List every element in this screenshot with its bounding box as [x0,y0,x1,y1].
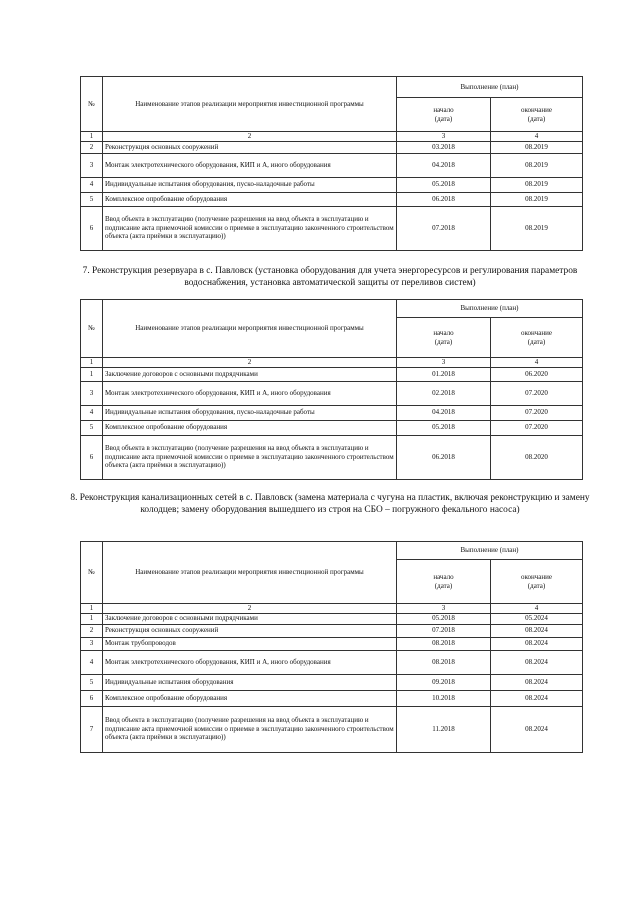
row-name: Заключение договоров с основными подрядчиками [103,367,397,381]
row-name: Комплексное опробование оборудования [103,690,397,706]
row-name: Ввод объекта в эксплуатацию (получение разрешения на ввод объекта в эксплуатацию и подписание акта приемочной комиссии о приемке в эксплуатацию законченного строительством объекта (акта приёмки в эксплуатацию)) [103,435,397,479]
row-end: 08.2024 [491,674,583,690]
row-end: 08.2024 [491,690,583,706]
row-start: 10.2018 [397,690,491,706]
header-end: окончание (дата) [491,560,583,604]
section-heading-8: 8. Реконструкция канализационных сетей в с. Павловск (замена материала с чугуна на пластик, включая реконструкцию и замену колодцев; замену оборудования вышедшего из строя на СБО – погружного фекального насоса) [70,493,590,516]
row-name: Монтаж электротехнического оборудования, КИП и А, иного оборудования [103,381,397,405]
row-end: 08.2019 [491,206,583,250]
section-heading-7: 7. Реконструкция резервуара в с. Павловск (установка оборудования для учета энергоресурсов и регулирования параметров водоснабжения, установка автоматической защиты от переливов систем) [82,266,578,289]
row-num: 4 [81,650,103,674]
row-name: Реконструкция основных сооружений [103,624,397,637]
row-name: Комплексное опробование оборудования [103,420,397,435]
header-start: начало (дата) [397,560,491,604]
row-num: 1 [81,613,103,624]
table-row [81,153,583,177]
row-num: 4 [81,405,103,420]
row-name: Индивидуальные испытания оборудования, пуско-наладочные работы [103,177,397,192]
row-start: 01.2018 [397,367,491,381]
table-row [81,650,583,674]
table-row [81,624,583,637]
header-name: Наименование этапов реализации мероприятия инвестиционной программы [103,300,397,358]
row-num: 4 [81,177,103,192]
table-row [81,367,583,381]
table-row [81,613,583,624]
row-name: Индивидуальные испытания оборудования [103,674,397,690]
col-number: 3 [397,132,491,142]
row-name: Реконструкция основных сооружений [103,141,397,153]
row-start: 09.2018 [397,674,491,690]
row-start: 02.2018 [397,381,491,405]
header-name: Наименование этапов реализации мероприятия инвестиционной программы [103,542,397,604]
col-number: 3 [397,604,491,614]
row-start: 03.2018 [397,141,491,153]
header-num: № [81,542,103,604]
row-name: Монтаж электротехнического оборудования, КИП и А, иного оборудования [103,650,397,674]
col-number: 1 [81,358,103,368]
col-number: 4 [491,132,583,142]
table-row [81,420,583,435]
row-num: 6 [81,690,103,706]
row-num: 5 [81,192,103,206]
row-end: 08.2019 [491,153,583,177]
table-row [81,206,583,250]
table-row [81,637,583,650]
row-num: 2 [81,624,103,637]
header-execution: Выполнение (план) [397,542,583,560]
row-end: 06.2020 [491,367,583,381]
row-start: 08.2018 [397,637,491,650]
row-name: Монтаж трубопроводов [103,637,397,650]
row-start: 04.2018 [397,405,491,420]
row-start: 04.2018 [397,153,491,177]
row-end: 08.2024 [491,650,583,674]
col-number: 1 [81,132,103,142]
header-end: окончание (дата) [491,98,583,132]
table-row [81,381,583,405]
row-end: 07.2020 [491,381,583,405]
row-name: Монтаж электротехнического оборудования, КИП и А, иного оборудования [103,153,397,177]
header-start: начало (дата) [397,318,491,358]
row-end: 05.2024 [491,613,583,624]
header-num: № [81,300,103,358]
col-number: 2 [103,358,397,368]
col-number: 2 [103,604,397,614]
row-start: 08.2018 [397,650,491,674]
schedule-table-3 [80,541,583,753]
row-end: 07.2020 [491,405,583,420]
table-row [81,192,583,206]
row-end: 08.2019 [491,192,583,206]
header-start: начало (дата) [397,98,491,132]
row-end: 07.2020 [491,420,583,435]
row-end: 08.2019 [491,177,583,192]
schedule-table-2 [80,299,583,480]
row-num: 3 [81,381,103,405]
col-number: 1 [81,604,103,614]
row-end: 08.2020 [491,435,583,479]
row-name: Ввод объекта в эксплуатацию (получение разрешения на ввод объекта в эксплуатацию и подписание акта приемочной комиссии о приемке в эксплуатацию законченного строительством объекта (акта приёмки в эксплуатацию)) [103,706,397,752]
row-num: 5 [81,674,103,690]
table-row [81,141,583,153]
table-row [81,674,583,690]
row-num: 6 [81,206,103,250]
col-number: 4 [491,604,583,614]
row-start: 06.2018 [397,435,491,479]
row-start: 06.2018 [397,192,491,206]
row-num: 6 [81,435,103,479]
row-start: 05.2018 [397,177,491,192]
row-name: Индивидуальные испытания оборудования, пуско-наладочные работы [103,405,397,420]
row-num: 7 [81,706,103,752]
table-row [81,690,583,706]
header-name: Наименование этапов реализации мероприятия инвестиционной программы [103,77,397,132]
col-number: 3 [397,358,491,368]
row-num: 1 [81,367,103,381]
row-start: 11.2018 [397,706,491,752]
table-row [81,706,583,752]
row-start: 05.2018 [397,613,491,624]
row-end: 08.2024 [491,624,583,637]
col-number: 2 [103,132,397,142]
row-end: 08.2024 [491,637,583,650]
row-name: Ввод объекта в эксплуатацию (получение разрешения на ввод объекта в эксплуатацию и подписание акта приемочной комиссии о приемке в эксплуатацию законченного строительством объекта (акта приёмки в эксплуатацию)) [103,206,397,250]
row-start: 05.2018 [397,420,491,435]
col-number: 4 [491,358,583,368]
row-num: 3 [81,153,103,177]
row-end: 08.2019 [491,141,583,153]
row-name: Комплексное опробование оборудования [103,192,397,206]
row-start: 07.2018 [397,624,491,637]
row-num: 5 [81,420,103,435]
row-start: 07.2018 [397,206,491,250]
row-end: 08.2024 [491,706,583,752]
row-num: 2 [81,141,103,153]
row-name: Заключение договоров с основными подрядчиками [103,613,397,624]
header-end: окончание (дата) [491,318,583,358]
header-execution: Выполнение (план) [397,77,583,98]
header-num: № [81,77,103,132]
schedule-table-1 [80,76,583,251]
row-num: 3 [81,637,103,650]
table-row [81,435,583,479]
table-row [81,177,583,192]
table-row [81,405,583,420]
header-execution: Выполнение (план) [397,300,583,318]
